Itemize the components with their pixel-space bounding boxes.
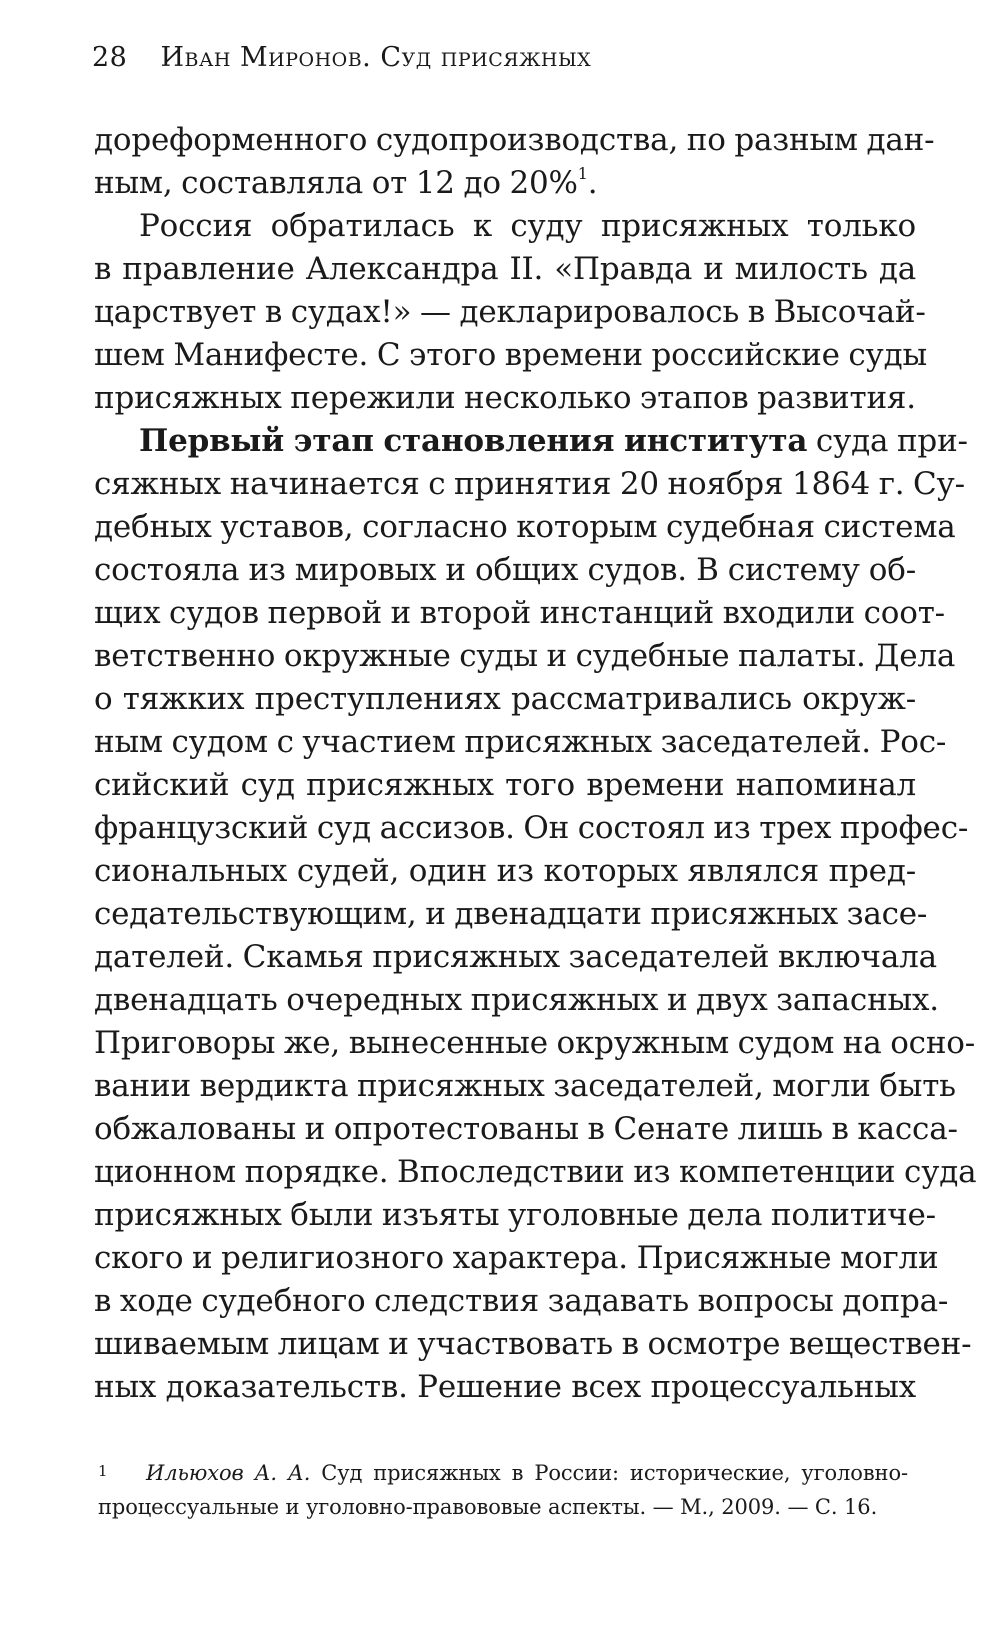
sentence-end: . — [587, 165, 598, 201]
text-line-content: ным, составляла от 12 до 20% — [94, 165, 578, 201]
text-line: ных доказательств. Решение всех процессуальных — [94, 1369, 916, 1405]
text-line: царствует в судах!» — декларировалось в Высочай- — [94, 294, 926, 330]
text-line: ского и религиозного характера. Присяжные могли — [94, 1240, 939, 1276]
text-line: в ходе судебного следствия задавать вопросы допра- — [94, 1283, 949, 1319]
text-line: дебных уставов, согласно которым судебная система — [94, 509, 956, 545]
text-line: Россия обратилась к суду присяжных только — [139, 208, 916, 244]
text-line: двенадцать очередных присяжных и двух запасных. — [94, 982, 939, 1018]
text-line: дателей. Скамья присяжных заседателей включала — [94, 939, 937, 975]
text-line: Приговоры же, вынесенные окружным судом на осно- — [94, 1025, 976, 1061]
text-line-content: суда при- — [807, 423, 968, 459]
text-line: французский суд ассизов. Он состоял из трех профес- — [94, 810, 969, 846]
text-line: шем Манифесте. С этого времени российские суды — [94, 337, 927, 373]
text-line: обжалованы и опротестованы в Сенате лишь в касса- — [94, 1111, 958, 1147]
footnote-line — [98, 1456, 908, 1490]
text-line — [94, 420, 968, 463]
text-line: присяжных пережили несколько этапов развития. — [94, 380, 916, 416]
text-line: сийский суд присяжных того времени напоминал — [94, 767, 916, 803]
footnote — [98, 1456, 908, 1524]
page-number: 28 — [92, 42, 128, 73]
footnote-title: Суд присяжных в России: исторические, уголовно- — [310, 1461, 908, 1485]
text-line: щих судов первой и второй инстанций входили соот- — [94, 595, 945, 631]
text-line: о тяжких преступлениях рассматривались окруж- — [94, 681, 916, 717]
footnote-line: процессуальные и уголовно-правововые аспекты. — М., 2009. — С. 16. — [98, 1495, 878, 1519]
footnote-mark: 1 — [98, 1462, 108, 1480]
text-line — [94, 162, 916, 205]
text-line: сиональных судей, один из которых являлся пред- — [94, 853, 916, 889]
text-line: в правление Александра II. «Правда и милость да — [94, 251, 916, 287]
text-line: сяжных начинается с принятия 20 ноября 1864 г. Су- — [94, 466, 965, 502]
text-line: седательствующим, и двенадцати присяжных засе- — [94, 896, 928, 932]
text-line: ветственно окружные суды и судебные палаты. Дела — [94, 638, 956, 674]
text-line: вании вердикта присяжных заседателей, могли быть — [94, 1068, 956, 1104]
text-line: ционном порядке. Впоследствии из компетенции суда — [94, 1154, 977, 1190]
text-line: присяжных были изъяты уголовные дела политиче- — [94, 1197, 936, 1233]
footnote-reference[interactable]: 1 — [577, 164, 588, 183]
bold-heading-phrase: Первый этап становления института — [139, 423, 808, 459]
footnote-author: Ильюхов А. А. — [146, 1461, 311, 1485]
text-line: дореформенного судопроизводства, по разным дан- — [94, 122, 935, 158]
body-text — [94, 119, 977, 1409]
running-head — [92, 42, 591, 73]
text-line: шиваемым лицам и участвовать в осмотре веществен- — [94, 1326, 972, 1362]
running-title: Иван Миронов. Суд присяжных — [160, 42, 592, 73]
text-line: состояла из мировых и общих судов. В систему об- — [94, 552, 916, 588]
text-line: ным судом с участием присяжных заседателей. Рос- — [94, 724, 947, 760]
